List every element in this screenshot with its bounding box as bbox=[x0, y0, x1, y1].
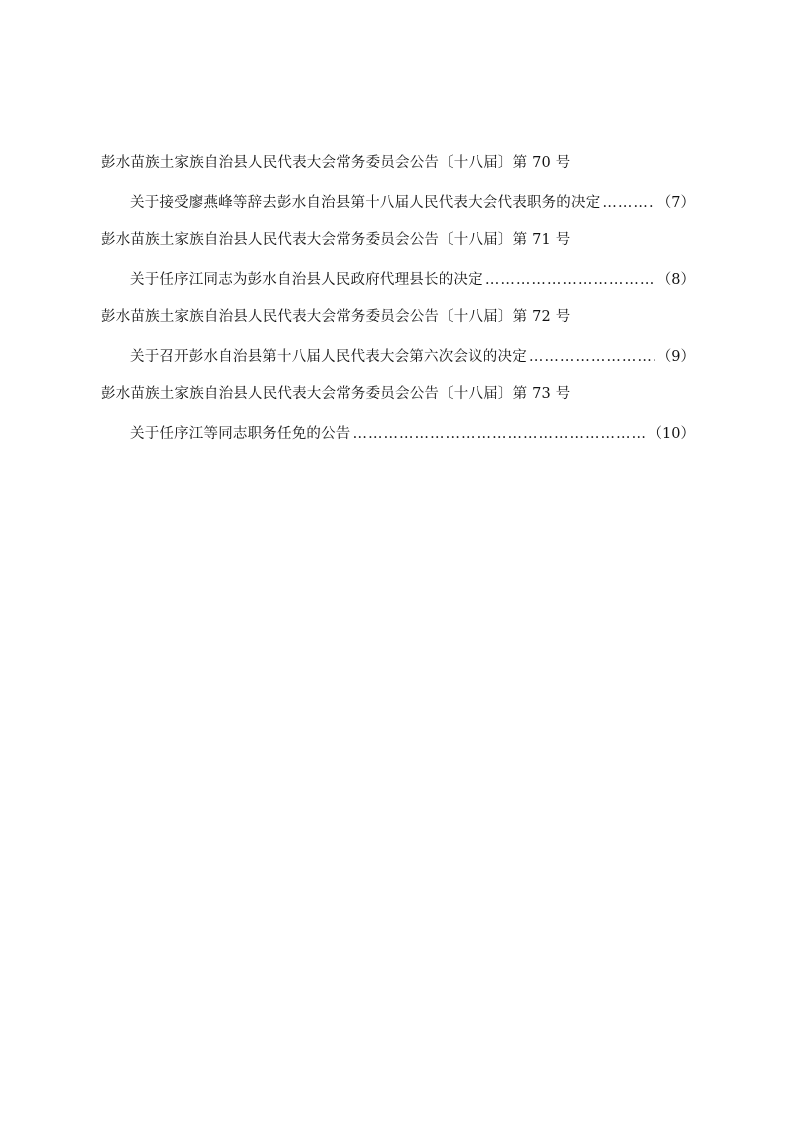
announcement-heading: 彭水苗族土家族自治县人民代表大会常务委员会公告〔十八届〕第 72 号 bbox=[101, 309, 571, 325]
page-number: （8） bbox=[656, 272, 695, 288]
dot-leader bbox=[485, 267, 655, 293]
toc-entry bbox=[130, 190, 695, 216]
toc-section bbox=[101, 381, 701, 447]
toc-section bbox=[101, 150, 701, 216]
announcement-heading: 彭水苗族土家族自治县人民代表大会常务委员会公告〔十八届〕第 71 号 bbox=[101, 232, 571, 248]
dot-leader bbox=[529, 344, 655, 370]
announcement-heading: 彭水苗族土家族自治县人民代表大会常务委员会公告〔十八届〕第 73 号 bbox=[101, 386, 571, 402]
toc-entry bbox=[130, 344, 695, 370]
toc-section bbox=[101, 227, 701, 293]
toc-section bbox=[101, 304, 701, 370]
entry-title: 关于接受廖燕峰等辞去彭水自治县第十八届人民代表大会代表职务的决定 bbox=[130, 195, 601, 211]
entry-title: 关于任序江同志为彭水自治县人民政府代理县长的决定 bbox=[130, 272, 483, 288]
entry-title: 关于召开彭水自治县第十八届人民代表大会第六次会议的决定 bbox=[130, 349, 527, 365]
dot-leader bbox=[353, 421, 646, 447]
table-of-contents bbox=[101, 150, 701, 458]
announcement-heading: 彭水苗族土家族自治县人民代表大会常务委员会公告〔十八届〕第 70 号 bbox=[101, 155, 571, 171]
entry-title: 关于任序江等同志职务任免的公告 bbox=[130, 426, 351, 442]
dot-leader bbox=[602, 190, 654, 216]
page-number: （9） bbox=[656, 349, 695, 365]
page-number: （7） bbox=[656, 195, 695, 211]
toc-entry bbox=[130, 421, 695, 447]
page-number: （10） bbox=[647, 426, 695, 442]
toc-entry bbox=[130, 267, 695, 293]
